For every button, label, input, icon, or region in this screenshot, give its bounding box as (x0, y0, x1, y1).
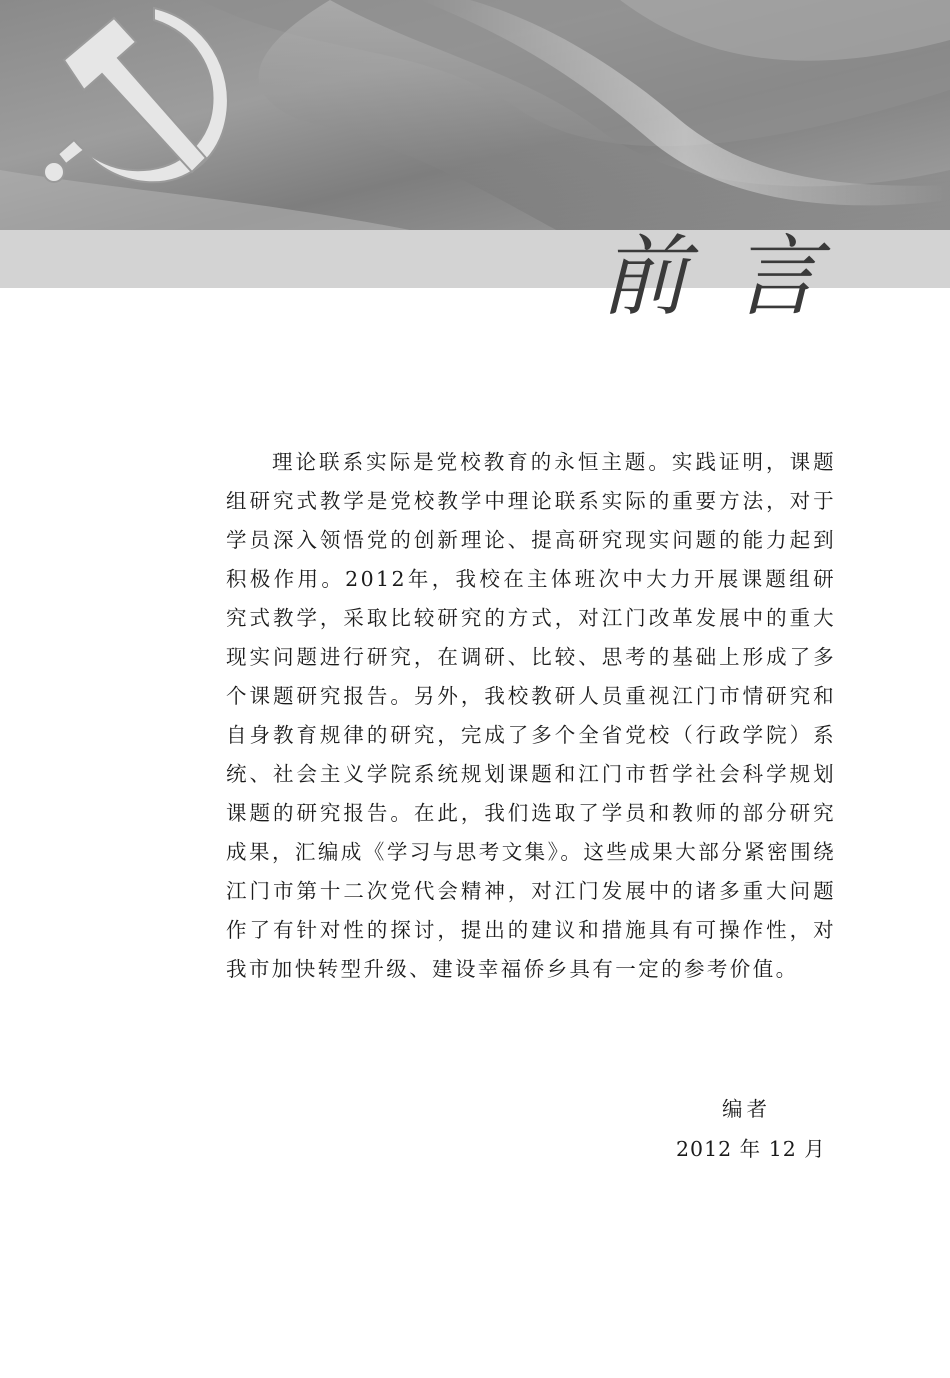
page-title: 前言 (600, 225, 865, 328)
signature-date: 2012 年 12 月 (676, 1137, 826, 1161)
signature-author: 编者 (722, 1097, 771, 1121)
header-banner (0, 0, 950, 232)
hammer-and-sickle-icon (36, 0, 256, 200)
preface-paragraph: 理论联系实际是党校教育的永恒主题。实践证明，课题组研究式教学是党校教学中理论联系实际的重要方法，对于学员深入领悟党的创新理论、提高研究现实问题的能力起到积极作用。2012年，我校在主体班次中大力开展课题组研究式教学，采取比较研究的方式，对江门改革发展中的重大现实问题进行研究，在调研、比较、思考的基础上形成了多个课题研究报告。另外，我校教研人员重视江门市情研究和自身教育规律的研究，完成了多个全省党校（行政学院）系统、社会主义学院系统规划课题和江门市哲学社会科学规划课题的研究报告。在此，我们选取了学员和教师的部分研究成果，汇编成《学习与思考文集》。这些成果大部分紧密围绕江门市第十二次党代会精神，对江门发展中的诸多重大问题作了有针对性的探讨，提出的建议和措施具有可操作性，对我市加快转型升级、建设幸福侨乡具有一定的参考价值。 (226, 450, 836, 981)
